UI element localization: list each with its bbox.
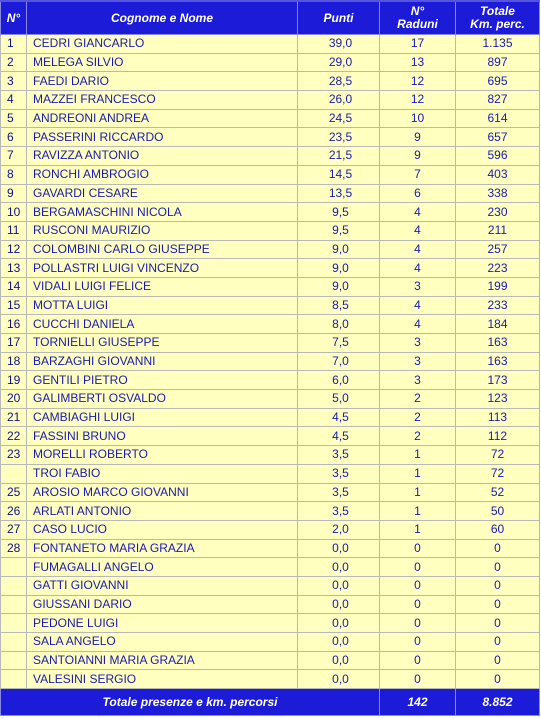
row-points: 4,5 [298, 408, 380, 427]
row-km: 163 [456, 334, 540, 353]
row-position: 17 [1, 334, 27, 353]
row-name: VIDALI LUIGI FELICE [27, 277, 298, 296]
row-name: GALIMBERTI OSVALDO [27, 390, 298, 409]
table-row [1, 184, 540, 203]
row-km: 827 [456, 91, 540, 110]
row-points: 0,0 [298, 595, 380, 614]
table-row [1, 576, 540, 595]
row-km: 695 [456, 72, 540, 91]
table-row [1, 334, 540, 353]
row-raduni: 1 [380, 502, 456, 521]
row-position [1, 595, 27, 614]
table-row [1, 259, 540, 278]
row-points: 7,0 [298, 352, 380, 371]
row-name: FASSINI BRUNO [27, 427, 298, 446]
row-points: 0,0 [298, 670, 380, 689]
row-name: BERGAMASCHINI NICOLA [27, 203, 298, 222]
row-name: MAZZEI FRANCESCO [27, 91, 298, 110]
row-points: 39,0 [298, 35, 380, 54]
row-name: SANTOIANNI MARIA GRAZIA [27, 651, 298, 670]
row-position [1, 576, 27, 595]
row-name: POLLASTRI LUIGI VINCENZO [27, 259, 298, 278]
row-raduni: 2 [380, 390, 456, 409]
row-km: 223 [456, 259, 540, 278]
row-name: COLOMBINI CARLO GIUSEPPE [27, 240, 298, 259]
row-raduni: 3 [380, 371, 456, 390]
table-row [1, 221, 540, 240]
row-position: 3 [1, 72, 27, 91]
table-row [1, 408, 540, 427]
table-row [1, 427, 540, 446]
row-km: 50 [456, 502, 540, 521]
row-name: RUSCONI MAURIZIO [27, 221, 298, 240]
row-raduni: 1 [380, 483, 456, 502]
row-points: 2,0 [298, 520, 380, 539]
table-row [1, 390, 540, 409]
table-row [1, 72, 540, 91]
row-raduni: 4 [380, 221, 456, 240]
row-position: 15 [1, 296, 27, 315]
row-name: GENTILI PIETRO [27, 371, 298, 390]
table-row [1, 520, 540, 539]
row-points: 9,0 [298, 277, 380, 296]
row-raduni: 9 [380, 128, 456, 147]
row-name: AROSIO MARCO GIOVANNI [27, 483, 298, 502]
table-row [1, 165, 540, 184]
table-row [1, 53, 540, 72]
row-name: TROI FABIO [27, 464, 298, 483]
row-name: FONTANETO MARIA GRAZIA [27, 539, 298, 558]
row-points: 9,0 [298, 259, 380, 278]
header-raduni-line2: Raduni [397, 17, 438, 31]
row-name: ARLATI ANTONIO [27, 502, 298, 521]
header-km-line2: Km. perc. [470, 17, 525, 31]
table-row [1, 502, 540, 521]
row-points: 4,5 [298, 427, 380, 446]
header-name: Cognome e Nome [27, 1, 298, 35]
row-points: 3,5 [298, 446, 380, 465]
row-raduni: 3 [380, 352, 456, 371]
row-km: 0 [456, 633, 540, 652]
row-km: 657 [456, 128, 540, 147]
row-points: 29,0 [298, 53, 380, 72]
row-name: CUCCHI DANIELA [27, 315, 298, 334]
row-name: MELEGA SILVIO [27, 53, 298, 72]
row-name: VALESINI SERGIO [27, 670, 298, 689]
row-raduni: 2 [380, 408, 456, 427]
row-position [1, 670, 27, 689]
row-raduni: 7 [380, 165, 456, 184]
table-row [1, 315, 540, 334]
table-footer [1, 689, 540, 716]
row-points: 6,0 [298, 371, 380, 390]
row-points: 0,0 [298, 633, 380, 652]
row-position: 8 [1, 165, 27, 184]
row-raduni: 13 [380, 53, 456, 72]
row-km: 230 [456, 203, 540, 222]
row-points: 8,0 [298, 315, 380, 334]
row-raduni: 0 [380, 614, 456, 633]
row-name: FAEDI DARIO [27, 72, 298, 91]
row-points: 21,5 [298, 147, 380, 166]
row-km: 72 [456, 446, 540, 465]
row-km: 163 [456, 352, 540, 371]
row-position: 19 [1, 371, 27, 390]
table-row [1, 35, 540, 54]
header-row [1, 1, 540, 35]
row-name: PEDONE LUIGI [27, 614, 298, 633]
row-raduni: 0 [380, 539, 456, 558]
row-km: 403 [456, 165, 540, 184]
row-raduni: 0 [380, 670, 456, 689]
row-raduni: 4 [380, 203, 456, 222]
row-raduni: 4 [380, 259, 456, 278]
table-row [1, 109, 540, 128]
table-row [1, 558, 540, 577]
row-km: 897 [456, 53, 540, 72]
table-row [1, 203, 540, 222]
row-points: 24,5 [298, 109, 380, 128]
header-km-line1: Totale [480, 4, 515, 18]
row-km: 0 [456, 651, 540, 670]
row-name: PASSERINI RICCARDO [27, 128, 298, 147]
row-raduni: 1 [380, 464, 456, 483]
header-raduni-line1: N° [410, 4, 425, 18]
row-points: 3,5 [298, 483, 380, 502]
row-position: 23 [1, 446, 27, 465]
row-points: 0,0 [298, 576, 380, 595]
table-row [1, 128, 540, 147]
row-raduni: 0 [380, 651, 456, 670]
row-position [1, 558, 27, 577]
row-name: BARZAGHI GIOVANNI [27, 352, 298, 371]
row-raduni: 1 [380, 446, 456, 465]
row-points: 3,5 [298, 502, 380, 521]
row-km: 52 [456, 483, 540, 502]
table-row [1, 91, 540, 110]
row-km: 184 [456, 315, 540, 334]
table-row [1, 277, 540, 296]
row-km: 60 [456, 520, 540, 539]
row-km: 1.135 [456, 35, 540, 54]
row-raduni: 12 [380, 72, 456, 91]
row-raduni: 10 [380, 109, 456, 128]
row-points: 5,0 [298, 390, 380, 409]
row-position: 13 [1, 259, 27, 278]
row-raduni: 2 [380, 427, 456, 446]
row-km: 173 [456, 371, 540, 390]
row-points: 7,5 [298, 334, 380, 353]
row-points: 0,0 [298, 558, 380, 577]
row-raduni: 3 [380, 277, 456, 296]
row-points: 3,5 [298, 464, 380, 483]
row-raduni: 4 [380, 315, 456, 334]
row-km: 233 [456, 296, 540, 315]
row-position: 12 [1, 240, 27, 259]
row-name: GATTI GIOVANNI [27, 576, 298, 595]
total-label: Totale presenze e km. percorsi [1, 689, 380, 716]
row-km: 338 [456, 184, 540, 203]
header-position: N° [1, 1, 27, 35]
table-row [1, 595, 540, 614]
total-row [1, 689, 540, 716]
table-row [1, 446, 540, 465]
row-raduni: 3 [380, 334, 456, 353]
row-position: 25 [1, 483, 27, 502]
row-km: 0 [456, 670, 540, 689]
row-name: MORELLI ROBERTO [27, 446, 298, 465]
row-points: 9,0 [298, 240, 380, 259]
row-km: 72 [456, 464, 540, 483]
row-name: MOTTA LUIGI [27, 296, 298, 315]
table-row [1, 633, 540, 652]
row-name: ANDREONI ANDREA [27, 109, 298, 128]
row-name: RONCHI AMBROGIO [27, 165, 298, 184]
table-row [1, 614, 540, 633]
row-km: 211 [456, 221, 540, 240]
row-raduni: 0 [380, 595, 456, 614]
row-raduni: 12 [380, 91, 456, 110]
row-position: 16 [1, 315, 27, 334]
table-row [1, 240, 540, 259]
row-km: 0 [456, 614, 540, 633]
row-position: 11 [1, 221, 27, 240]
table-row [1, 352, 540, 371]
row-km: 123 [456, 390, 540, 409]
row-position: 9 [1, 184, 27, 203]
row-raduni: 17 [380, 35, 456, 54]
row-position: 26 [1, 502, 27, 521]
row-points: 28,5 [298, 72, 380, 91]
row-name: RAVIZZA ANTONIO [27, 147, 298, 166]
row-position: 22 [1, 427, 27, 446]
row-position: 10 [1, 203, 27, 222]
total-km: 8.852 [456, 689, 540, 716]
row-position: 20 [1, 390, 27, 409]
row-position: 28 [1, 539, 27, 558]
row-position [1, 651, 27, 670]
table-row [1, 296, 540, 315]
header-points: Punti [298, 1, 380, 35]
row-name: SALA ANGELO [27, 633, 298, 652]
row-km: 0 [456, 576, 540, 595]
row-points: 23,5 [298, 128, 380, 147]
row-name: GIUSSANI DARIO [27, 595, 298, 614]
row-km: 0 [456, 595, 540, 614]
row-points: 0,0 [298, 539, 380, 558]
row-name: CEDRI GIANCARLO [27, 35, 298, 54]
row-raduni: 4 [380, 296, 456, 315]
table-row [1, 464, 540, 483]
row-name: CASO LUCIO [27, 520, 298, 539]
row-km: 199 [456, 277, 540, 296]
row-points: 9,5 [298, 221, 380, 240]
row-name: FUMAGALLI ANGELO [27, 558, 298, 577]
row-km: 614 [456, 109, 540, 128]
row-points: 8,5 [298, 296, 380, 315]
row-position: 18 [1, 352, 27, 371]
row-position: 4 [1, 91, 27, 110]
row-name: GAVARDI CESARE [27, 184, 298, 203]
row-points: 14,5 [298, 165, 380, 184]
row-points: 0,0 [298, 614, 380, 633]
row-position [1, 614, 27, 633]
row-raduni: 4 [380, 240, 456, 259]
row-position: 5 [1, 109, 27, 128]
row-km: 257 [456, 240, 540, 259]
table-row [1, 147, 540, 166]
table-row [1, 483, 540, 502]
row-points: 13,5 [298, 184, 380, 203]
table-row [1, 670, 540, 689]
total-raduni: 142 [380, 689, 456, 716]
row-position: 1 [1, 35, 27, 54]
row-position: 2 [1, 53, 27, 72]
row-name: CAMBIAGHI LUIGI [27, 408, 298, 427]
row-position [1, 633, 27, 652]
table-row [1, 651, 540, 670]
row-raduni: 9 [380, 147, 456, 166]
row-position [1, 464, 27, 483]
header-raduni [380, 1, 456, 35]
row-raduni: 0 [380, 558, 456, 577]
row-position: 27 [1, 520, 27, 539]
row-position: 21 [1, 408, 27, 427]
row-raduni: 1 [380, 520, 456, 539]
row-position: 14 [1, 277, 27, 296]
header-km [456, 1, 540, 35]
row-km: 113 [456, 408, 540, 427]
row-position: 7 [1, 147, 27, 166]
row-raduni: 0 [380, 576, 456, 595]
row-km: 0 [456, 558, 540, 577]
row-points: 0,0 [298, 651, 380, 670]
row-raduni: 0 [380, 633, 456, 652]
row-km: 596 [456, 147, 540, 166]
row-points: 9,5 [298, 203, 380, 222]
table-body [1, 35, 540, 689]
row-km: 112 [456, 427, 540, 446]
row-km: 0 [456, 539, 540, 558]
table-header [1, 1, 540, 35]
row-position: 6 [1, 128, 27, 147]
row-raduni: 6 [380, 184, 456, 203]
table-row [1, 371, 540, 390]
row-name: TORNIELLI GIUSEPPE [27, 334, 298, 353]
table-row [1, 539, 540, 558]
row-points: 26,0 [298, 91, 380, 110]
